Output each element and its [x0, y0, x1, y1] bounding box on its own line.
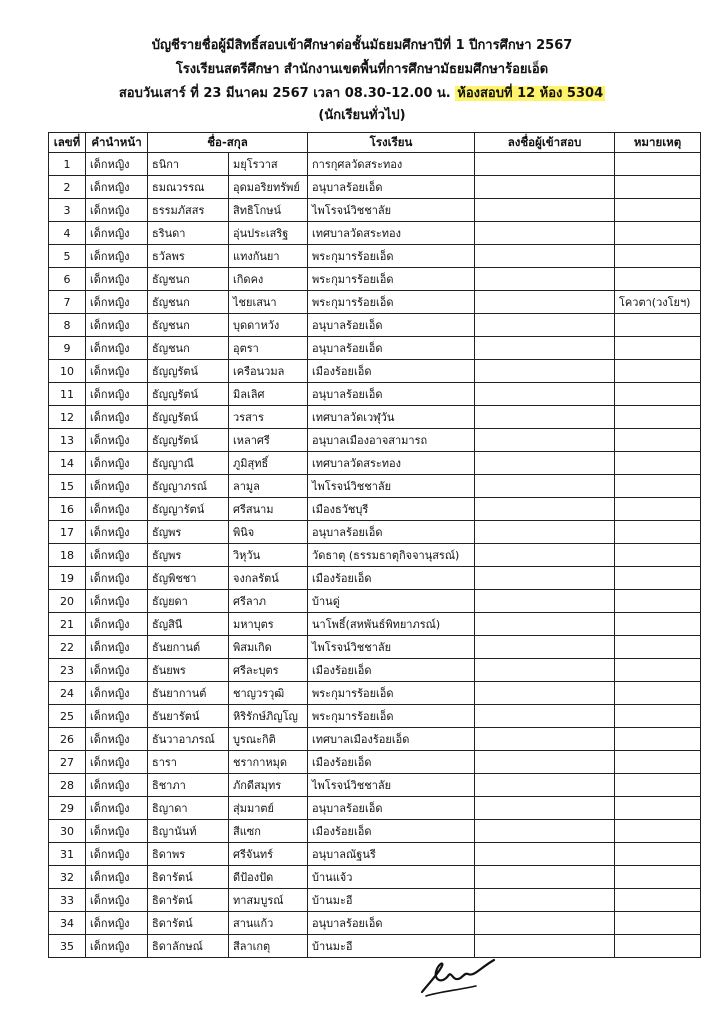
row-signature-cell	[475, 429, 615, 452]
row-number: 26	[49, 728, 86, 751]
row-first-name: ธัญชนก	[148, 291, 229, 314]
table-row	[49, 774, 701, 797]
row-remark	[615, 452, 701, 475]
row-last-name: สานแก้ว	[229, 912, 308, 935]
table-row	[49, 291, 701, 314]
row-number: 22	[49, 636, 86, 659]
row-number: 35	[49, 935, 86, 958]
row-signature-cell	[475, 705, 615, 728]
row-signature-cell	[475, 659, 615, 682]
document-title: บัญชีรายชื่อผู้มีสิทธิ์สอบเข้าศึกษาต่อชั้นมัธยมศึกษาปีที่ 1 ปีการศึกษา 2567	[151, 38, 573, 53]
row-remark	[615, 659, 701, 682]
row-remark	[615, 199, 701, 222]
row-remark	[615, 176, 701, 199]
table-row	[49, 751, 701, 774]
row-first-name: ธันยารัตน์	[148, 705, 229, 728]
row-remark	[615, 935, 701, 958]
row-school: อนุบาลร้อยเอ็ด	[308, 521, 475, 544]
row-remark	[615, 521, 701, 544]
row-signature-cell	[475, 314, 615, 337]
row-prefix: เด็กหญิง	[86, 544, 148, 567]
table-row	[49, 222, 701, 245]
row-signature-cell	[475, 291, 615, 314]
table-row	[49, 613, 701, 636]
row-signature-cell	[475, 843, 615, 866]
row-first-name: ธัญชนก	[148, 314, 229, 337]
row-remark	[615, 820, 701, 843]
row-signature-cell	[475, 337, 615, 360]
row-first-name: ธันยพร	[148, 659, 229, 682]
row-school: พระกุมารร้อยเอ็ด	[308, 245, 475, 268]
row-number: 15	[49, 475, 86, 498]
table-row	[49, 498, 701, 521]
row-last-name: วรสาร	[229, 406, 308, 429]
row-prefix: เด็กหญิง	[86, 521, 148, 544]
row-school: เทศบาลวัดสระทอง	[308, 222, 475, 245]
row-first-name: ธรินดา	[148, 222, 229, 245]
row-number: 13	[49, 429, 86, 452]
row-signature-cell	[475, 682, 615, 705]
row-remark	[615, 774, 701, 797]
row-signature-cell	[475, 383, 615, 406]
row-number: 33	[49, 889, 86, 912]
table-body	[49, 153, 701, 958]
row-number: 2	[49, 176, 86, 199]
row-prefix: เด็กหญิง	[86, 452, 148, 475]
table-row	[49, 521, 701, 544]
row-prefix: เด็กหญิง	[86, 176, 148, 199]
row-signature-cell	[475, 866, 615, 889]
row-first-name: ธมณวรรณ	[148, 176, 229, 199]
row-remark	[615, 383, 701, 406]
row-last-name: จงกลรัตน์	[229, 567, 308, 590]
row-school: บ้านมะอี	[308, 935, 475, 958]
row-signature-cell	[475, 245, 615, 268]
row-first-name: ธัญสินี	[148, 613, 229, 636]
school-line: โรงเรียนสตรีศึกษา สำนักงานเขตพื้นที่การศึกษามัธยมศึกษาร้อยเอ็ด	[175, 62, 549, 77]
row-first-name: ธัญญรัตน์	[148, 360, 229, 383]
row-school: เมืองร้อยเอ็ด	[308, 567, 475, 590]
table-row	[49, 590, 701, 613]
row-remark	[615, 337, 701, 360]
row-last-name: มยุโรวาส	[229, 153, 308, 176]
table-row	[49, 245, 701, 268]
row-last-name: เหลาศรี	[229, 429, 308, 452]
row-signature-cell	[475, 774, 615, 797]
header-name: ชื่อ-สกุล	[148, 133, 308, 153]
row-prefix: เด็กหญิง	[86, 245, 148, 268]
row-number: 20	[49, 590, 86, 613]
row-remark	[615, 360, 701, 383]
row-last-name: ดีป้องปัด	[229, 866, 308, 889]
table-row	[49, 935, 701, 958]
row-signature-cell	[475, 567, 615, 590]
table-row	[49, 843, 701, 866]
row-last-name: ศรีลาภ	[229, 590, 308, 613]
row-signature-cell	[475, 475, 615, 498]
table-row	[49, 866, 701, 889]
row-school: พระกุมารร้อยเอ็ด	[308, 291, 475, 314]
row-first-name: ธรรมภัสสร	[148, 199, 229, 222]
row-number: 29	[49, 797, 86, 820]
table-row	[49, 337, 701, 360]
table-row	[49, 659, 701, 682]
header-no: เลขที่	[49, 133, 86, 153]
row-number: 8	[49, 314, 86, 337]
row-prefix: เด็กหญิง	[86, 866, 148, 889]
table-row	[49, 268, 701, 291]
row-first-name: ธวัลพร	[148, 245, 229, 268]
row-last-name: ลามูล	[229, 475, 308, 498]
row-number: 14	[49, 452, 86, 475]
exam-date-time: สอบวันเสาร์ ที่ 23 มีนาคม 2567 เวลา 08.30-12.00 น.	[118, 86, 451, 101]
handwritten-signature	[418, 952, 498, 998]
row-signature-cell	[475, 406, 615, 429]
row-number: 31	[49, 843, 86, 866]
table-row	[49, 406, 701, 429]
row-prefix: เด็กหญิง	[86, 751, 148, 774]
row-signature-cell	[475, 728, 615, 751]
row-last-name: พินิจ	[229, 521, 308, 544]
row-signature-cell	[475, 199, 615, 222]
row-first-name: ธัญยดา	[148, 590, 229, 613]
row-remark	[615, 406, 701, 429]
row-first-name: ธัญญารัตน์	[148, 498, 229, 521]
row-school: พระกุมารร้อยเอ็ด	[308, 705, 475, 728]
row-signature-cell	[475, 820, 615, 843]
row-first-name: ธัญญรัตน์	[148, 383, 229, 406]
row-school: อนุบาลร้อยเอ็ด	[308, 314, 475, 337]
row-last-name: ทาสมบูรณ์	[229, 889, 308, 912]
row-prefix: เด็กหญิง	[86, 314, 148, 337]
row-last-name: แทงกันยา	[229, 245, 308, 268]
row-remark	[615, 544, 701, 567]
exam-room-highlight: ห้องสอบที่ 12 ห้อง 5304	[457, 86, 604, 101]
table-row	[49, 567, 701, 590]
table-row	[49, 383, 701, 406]
row-number: 17	[49, 521, 86, 544]
row-first-name: ธัญชนก	[148, 268, 229, 291]
row-last-name: สุ่มมาตย์	[229, 797, 308, 820]
row-first-name: ธันวาอาภรณ์	[148, 728, 229, 751]
row-remark	[615, 889, 701, 912]
row-signature-cell	[475, 268, 615, 291]
row-prefix: เด็กหญิง	[86, 291, 148, 314]
row-signature-cell	[475, 498, 615, 521]
row-prefix: เด็กหญิง	[86, 728, 148, 751]
row-first-name: ธิดารัตน์	[148, 889, 229, 912]
row-first-name: ธัญญาณี	[148, 452, 229, 475]
table-row	[49, 544, 701, 567]
row-last-name: เกิดคง	[229, 268, 308, 291]
row-remark	[615, 751, 701, 774]
row-signature-cell	[475, 590, 615, 613]
row-first-name: ธิดาลักษณ์	[148, 935, 229, 958]
row-first-name: ธิดารัตน์	[148, 866, 229, 889]
row-school: พระกุมารร้อยเอ็ด	[308, 682, 475, 705]
row-number: 28	[49, 774, 86, 797]
table-row	[49, 475, 701, 498]
row-number: 5	[49, 245, 86, 268]
row-prefix: เด็กหญิง	[86, 567, 148, 590]
table-header-row	[49, 133, 701, 153]
row-last-name: สิทธิโกษน์	[229, 199, 308, 222]
row-school: อนุบาลร้อยเอ็ด	[308, 337, 475, 360]
row-number: 19	[49, 567, 86, 590]
row-school: เทศบาลเมืองร้อยเอ็ด	[308, 728, 475, 751]
row-prefix: เด็กหญิง	[86, 705, 148, 728]
row-school: อนุบาลเมืองอาจสามารถ	[308, 429, 475, 452]
row-signature-cell	[475, 751, 615, 774]
row-last-name: บุดดาหวัง	[229, 314, 308, 337]
table-row	[49, 682, 701, 705]
row-school: อนุบาลร้อยเอ็ด	[308, 176, 475, 199]
row-signature-cell	[475, 176, 615, 199]
table-row	[49, 199, 701, 222]
table-row	[49, 153, 701, 176]
row-last-name: ศรีสนาม	[229, 498, 308, 521]
row-prefix: เด็กหญิง	[86, 889, 148, 912]
row-number: 3	[49, 199, 86, 222]
table-row	[49, 889, 701, 912]
header-remark: หมายเหตุ	[615, 133, 701, 153]
row-prefix: เด็กหญิง	[86, 475, 148, 498]
row-school: อนุบาลร้อยเอ็ด	[308, 912, 475, 935]
row-first-name: ธัญพร	[148, 521, 229, 544]
row-last-name: ภักดีสมุทร	[229, 774, 308, 797]
row-signature-cell	[475, 912, 615, 935]
row-school: เมืองร้อยเอ็ด	[308, 360, 475, 383]
table-row	[49, 728, 701, 751]
row-remark	[615, 314, 701, 337]
row-last-name: อุ่นประเสริฐ	[229, 222, 308, 245]
row-school: บ้านมะอี	[308, 889, 475, 912]
row-school: ไพโรจน์วิชชาลัย	[308, 636, 475, 659]
row-first-name: ธารา	[148, 751, 229, 774]
row-prefix: เด็กหญิง	[86, 268, 148, 291]
row-remark	[615, 498, 701, 521]
row-signature-cell	[475, 636, 615, 659]
row-school: ไพโรจน์วิชชาลัย	[308, 475, 475, 498]
table-row	[49, 912, 701, 935]
row-first-name: ธันยากานต์	[148, 682, 229, 705]
row-last-name: ภูมิสุทธิ์	[229, 452, 308, 475]
row-last-name: ไชยเสนา	[229, 291, 308, 314]
row-number: 11	[49, 383, 86, 406]
table-row	[49, 429, 701, 452]
row-school: เมืองร้อยเอ็ด	[308, 659, 475, 682]
row-number: 1	[49, 153, 86, 176]
row-first-name: ธัญพิชชา	[148, 567, 229, 590]
row-number: 18	[49, 544, 86, 567]
row-school: เทศบาลวัดสระทอง	[308, 452, 475, 475]
row-remark	[615, 613, 701, 636]
row-first-name: ธัญญรัตน์	[148, 406, 229, 429]
row-remark	[615, 797, 701, 820]
row-prefix: เด็กหญิง	[86, 498, 148, 521]
row-signature-cell	[475, 797, 615, 820]
table-row	[49, 705, 701, 728]
row-school: เมืองร้อยเอ็ด	[308, 751, 475, 774]
row-signature-cell	[475, 222, 615, 245]
row-number: 6	[49, 268, 86, 291]
row-school: พระกุมารร้อยเอ็ด	[308, 268, 475, 291]
row-remark	[615, 245, 701, 268]
row-number: 27	[49, 751, 86, 774]
row-school: บ้านแจ้ว	[308, 866, 475, 889]
row-prefix: เด็กหญิง	[86, 843, 148, 866]
row-school: อนุบาลร้อยเอ็ด	[308, 797, 475, 820]
row-signature-cell	[475, 521, 615, 544]
row-prefix: เด็กหญิง	[86, 383, 148, 406]
row-last-name: ชรากาหมุด	[229, 751, 308, 774]
row-remark	[615, 682, 701, 705]
row-number: 16	[49, 498, 86, 521]
row-school: การกุศลวัดสระทอง	[308, 153, 475, 176]
row-school: เมืองธวัชบุรี	[308, 498, 475, 521]
row-prefix: เด็กหญิง	[86, 912, 148, 935]
row-remark	[615, 866, 701, 889]
row-first-name: ธัญญรัตน์	[148, 429, 229, 452]
row-first-name: ธิชาภา	[148, 774, 229, 797]
row-first-name: ธิดารัตน์	[148, 912, 229, 935]
row-prefix: เด็กหญิง	[86, 820, 148, 843]
row-school: วัดธาตุ (ธรรมธาตุกิจจานุสรณ์)	[308, 544, 475, 567]
row-prefix: เด็กหญิง	[86, 153, 148, 176]
row-number: 12	[49, 406, 86, 429]
row-first-name: ธิญาดา	[148, 797, 229, 820]
row-prefix: เด็กหญิง	[86, 360, 148, 383]
row-number: 30	[49, 820, 86, 843]
row-last-name: พิสมเกิด	[229, 636, 308, 659]
row-last-name: ชาญวรวุฒิ	[229, 682, 308, 705]
row-remark	[615, 429, 701, 452]
row-remark: โควตา(วงโยฯ)	[615, 291, 701, 314]
row-first-name: ธิญานันท์	[148, 820, 229, 843]
row-signature-cell	[475, 613, 615, 636]
row-last-name: อุดมอริยทรัพย์	[229, 176, 308, 199]
row-number: 32	[49, 866, 86, 889]
row-prefix: เด็กหญิง	[86, 222, 148, 245]
row-number: 23	[49, 659, 86, 682]
row-last-name: เครือนวมล	[229, 360, 308, 383]
table-row	[49, 797, 701, 820]
row-prefix: เด็กหญิง	[86, 682, 148, 705]
row-last-name: มหาบุตร	[229, 613, 308, 636]
row-prefix: เด็กหญิง	[86, 613, 148, 636]
row-remark	[615, 567, 701, 590]
row-last-name: วิหุวัน	[229, 544, 308, 567]
row-number: 34	[49, 912, 86, 935]
row-number: 25	[49, 705, 86, 728]
row-remark	[615, 636, 701, 659]
row-number: 4	[49, 222, 86, 245]
row-remark	[615, 268, 701, 291]
row-number: 10	[49, 360, 86, 383]
table-row	[49, 636, 701, 659]
row-last-name: มิลเลิศ	[229, 383, 308, 406]
roster-table	[48, 132, 701, 958]
row-number: 7	[49, 291, 86, 314]
row-prefix: เด็กหญิง	[86, 590, 148, 613]
row-first-name: ธิดาพร	[148, 843, 229, 866]
row-number: 9	[49, 337, 86, 360]
row-remark	[615, 705, 701, 728]
row-prefix: เด็กหญิง	[86, 797, 148, 820]
row-last-name: หิริรักษ์ภิญโญ	[229, 705, 308, 728]
row-school: อนุบาลณัฐนรี	[308, 843, 475, 866]
row-remark	[615, 912, 701, 935]
row-last-name: บูรณะกิติ	[229, 728, 308, 751]
row-remark	[615, 222, 701, 245]
row-school: บ้านดู่	[308, 590, 475, 613]
row-first-name: ธัญญาภรณ์	[148, 475, 229, 498]
row-first-name: ธัญชนก	[148, 337, 229, 360]
row-first-name: ธัญพร	[148, 544, 229, 567]
row-last-name: สีแซก	[229, 820, 308, 843]
row-prefix: เด็กหญิง	[86, 636, 148, 659]
table-row	[49, 820, 701, 843]
row-last-name: อุตรา	[229, 337, 308, 360]
row-prefix: เด็กหญิง	[86, 429, 148, 452]
row-first-name: ธนิกา	[148, 153, 229, 176]
row-prefix: เด็กหญิง	[86, 659, 148, 682]
row-first-name: ธันยกานต์	[148, 636, 229, 659]
table-row	[49, 314, 701, 337]
row-school: ไพโรจน์วิชชาลัย	[308, 774, 475, 797]
row-signature-cell	[475, 889, 615, 912]
row-number: 21	[49, 613, 86, 636]
row-prefix: เด็กหญิง	[86, 199, 148, 222]
row-signature-cell	[475, 153, 615, 176]
row-prefix: เด็กหญิง	[86, 406, 148, 429]
row-last-name: สีลาเกตุ	[229, 935, 308, 958]
row-school: นาโพธิ์(สหพันธ์พิทยาภรณ์)	[308, 613, 475, 636]
row-school: เมืองร้อยเอ็ด	[308, 820, 475, 843]
exam-info-line	[0, 82, 724, 106]
row-school: เทศบาลวัดเวฬุวัน	[308, 406, 475, 429]
row-remark	[615, 153, 701, 176]
row-prefix: เด็กหญิง	[86, 935, 148, 958]
row-school: อนุบาลร้อยเอ็ด	[308, 383, 475, 406]
row-signature-cell	[475, 452, 615, 475]
header-signature: ลงชื่อผู้เข้าสอบ	[475, 133, 615, 153]
header-prefix: คำนำหน้า	[86, 133, 148, 153]
row-remark	[615, 843, 701, 866]
row-signature-cell	[475, 544, 615, 567]
row-last-name: ศรีจันทร์	[229, 843, 308, 866]
row-remark	[615, 590, 701, 613]
row-prefix: เด็กหญิง	[86, 337, 148, 360]
row-number: 24	[49, 682, 86, 705]
table-row	[49, 360, 701, 383]
table-row	[49, 452, 701, 475]
header-school: โรงเรียน	[308, 133, 475, 153]
row-prefix: เด็กหญิง	[86, 774, 148, 797]
table-row	[49, 176, 701, 199]
row-remark	[615, 475, 701, 498]
row-signature-cell	[475, 360, 615, 383]
student-category: (นักเรียนทั่วไป)	[318, 108, 406, 123]
row-last-name: ศรีละบุตร	[229, 659, 308, 682]
row-remark	[615, 728, 701, 751]
row-school: ไพโรจน์วิชชาลัย	[308, 199, 475, 222]
